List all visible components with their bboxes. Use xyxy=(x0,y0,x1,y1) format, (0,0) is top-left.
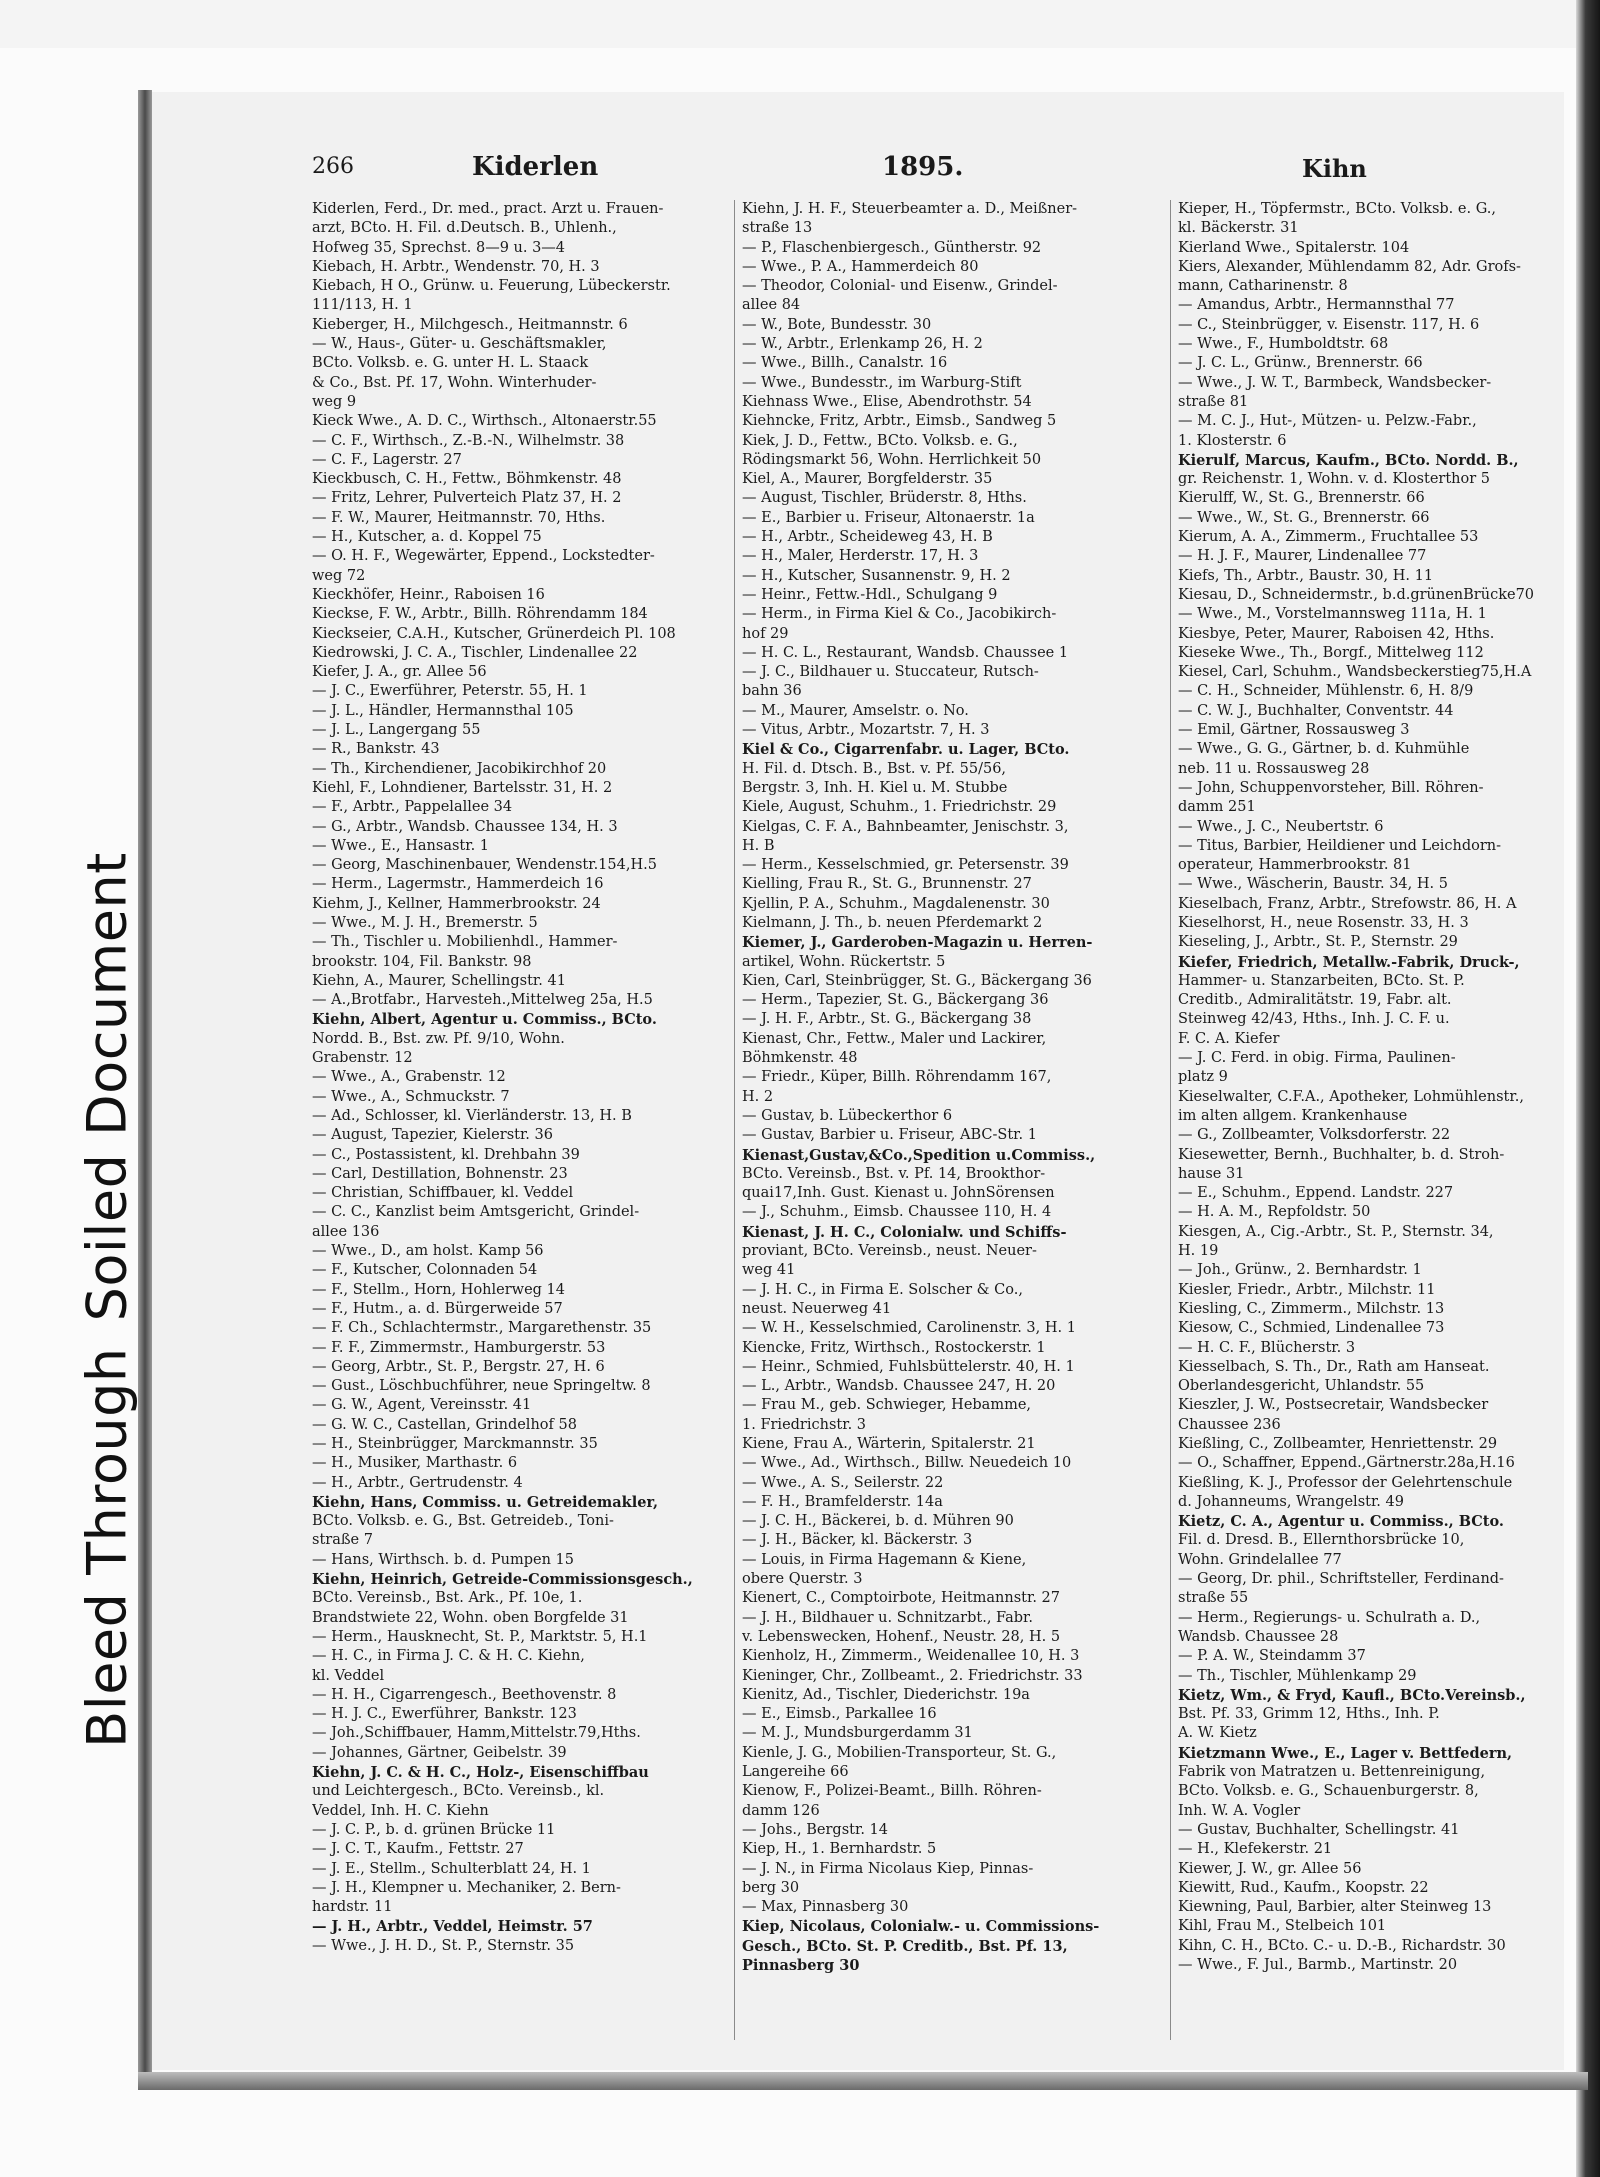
directory-entry: — C. C., Kanzlist beim Amtsgericht, Grindel- xyxy=(312,1204,640,1221)
directory-entry: F. C. A. Kiefer xyxy=(1178,1030,1280,1047)
directory-entry: — G., Zollbeamter, Volksdorferstr. 22 xyxy=(1178,1127,1451,1144)
directory-entry: Kietz, C. A., Agentur u. Commiss., BCto. xyxy=(1178,1513,1504,1531)
directory-entry: Kienle, J. G., Mobilien-Transporteur, St. G., xyxy=(742,1744,1057,1761)
directory-entry: — J. N., in Firma Nicolaus Kiep, Pinnas- xyxy=(742,1860,1034,1877)
directory-entry: Brandstwiete 22, Wohn. oben Borgfelde 31 xyxy=(312,1609,629,1626)
directory-entry: — G. W., Agent, Vereinsstr. 41 xyxy=(312,1397,532,1414)
directory-entry: Kiel, A., Maurer, Borgfelderstr. 35 xyxy=(742,471,993,488)
directory-entry: Inh. W. A. Vogler xyxy=(1178,1802,1301,1819)
directory-entry: im alten allgem. Krankenhause xyxy=(1178,1107,1408,1124)
directory-entry: mann, Catharinenstr. 8 xyxy=(1178,278,1348,295)
directory-entry: allee 136 xyxy=(312,1223,380,1240)
directory-entry: Kiep, Nicolaus, Colonialw.- u. Commissions- xyxy=(742,1918,1100,1936)
directory-entry: — August, Tischler, Brüderstr. 8, Hths. xyxy=(742,490,1027,507)
directory-entry: — W., Bote, Bundesstr. 30 xyxy=(742,316,932,333)
directory-entry: Kierum, A. A., Zimmerm., Fruchtallee 53 xyxy=(1178,529,1479,546)
directory-entry: Steinweg 42/43, Hths., Inh. J. C. F. u. xyxy=(1178,1011,1450,1028)
directory-entry: — Theodor, Colonial- und Eisenw., Grindel- xyxy=(742,278,1058,295)
directory-entry: — L., Arbtr., Wandsb. Chaussee 247, H. 20 xyxy=(742,1378,1056,1395)
directory-entry: Kiencke, Fritz, Wirthsch., Rostockerstr. 1 xyxy=(742,1339,1046,1356)
directory-entry: Kießling, C., Zollbeamter, Henriettenstr. 29 xyxy=(1178,1436,1498,1452)
directory-entry: Pinnasberg 30 xyxy=(742,1957,860,1975)
directory-entry: — M. J., Mundsburgerdamm 31 xyxy=(742,1725,973,1742)
directory-entry: — C. W. J., Buchhalter, Conventstr. 44 xyxy=(1178,702,1454,719)
directory-entry: — M., Maurer, Amselstr. o. No. xyxy=(742,702,969,719)
directory-entry: Kiep, H., 1. Bernhardstr. 5 xyxy=(742,1841,937,1858)
directory-entry: — E., Barbier u. Friseur, Altonaerstr. 1a xyxy=(742,509,1035,526)
directory-entry: Kiesewetter, Bernh., Buchhalter, b. d. Stroh- xyxy=(1178,1146,1505,1163)
directory-entry: gr. Reichenstr. 1, Wohn. v. d. Klosterthor 5 xyxy=(1178,471,1490,488)
directory-entry: — F. Ch., Schlachtermstr., Margarethenstr. 35 xyxy=(312,1320,652,1337)
directory-entry: operateur, Hammerbrookstr. 81 xyxy=(1178,857,1412,874)
directory-entry: Kieseling, J., Arbtr., St. P., Sternstr. 29 xyxy=(1178,934,1458,951)
directory-entry: — Johs., Bergstr. 14 xyxy=(742,1821,888,1838)
directory-entry: — Wwe., W., St. G., Brennerstr. 66 xyxy=(1178,509,1430,526)
directory-entry: Wandsb. Chaussee 28 xyxy=(1178,1628,1339,1645)
directory-entry: — Wwe., M., Vorstelmannsweg 111a, H. 1 xyxy=(1178,606,1487,623)
directory-entry: Kieckseier, C.A.H., Kutscher, Grünerdeich Pl. 108 xyxy=(312,625,676,642)
directory-entry: — E., Schuhm., Eppend. Landstr. 227 xyxy=(1178,1185,1454,1202)
directory-entry: Kieszler, J. W., Postsecretair, Wandsbecker xyxy=(1178,1397,1489,1414)
directory-entry: hause 31 xyxy=(1178,1165,1245,1182)
directory-entry: — Fritz, Lehrer, Pulverteich Platz 37, H. 2 xyxy=(312,490,622,507)
directory-entry: — J. H., Klempner u. Mechaniker, 2. Bern- xyxy=(312,1879,621,1896)
directory-entry: Kiehncke, Fritz, Arbtr., Eimsb., Sandweg 5 xyxy=(742,413,1057,430)
directory-entry: Kienast, J. H. C., Colonialw. und Schiffs- xyxy=(742,1223,1067,1241)
directory-entry: — Georg, Dr. phil., Schriftsteller, Ferdinand- xyxy=(1178,1571,1504,1588)
directory-entry: — Heinr., Fettw.-Hdl., Schulgang 9 xyxy=(742,586,998,603)
stamp-line-2: Soiled Document xyxy=(75,852,139,1322)
directory-entry: Kienholz, H., Zimmerm., Weidenallee 10, H. 3 xyxy=(742,1648,1080,1665)
column-rule xyxy=(734,200,735,2040)
directory-entry: Kiehn, Albert, Agentur u. Commiss., BCto. xyxy=(312,1011,657,1029)
directory-entry: — Johannes, Gärtner, Geibelstr. 39 xyxy=(312,1744,567,1761)
directory-entry: Kiehn, Heinrich, Getreide-Commissionsgesch., xyxy=(312,1571,693,1589)
directory-entry: Kiek, J. D., Fettw., BCto. Volksb. e. G., xyxy=(742,432,1018,449)
directory-entry: — Gustav, Buchhalter, Schellingstr. 41 xyxy=(1178,1821,1460,1838)
directory-entry: — Wwe., Ad., Wirthsch., Billw. Neuedeich 10 xyxy=(742,1455,1072,1472)
directory-entry: Kiewer, J. W., gr. Allee 56 xyxy=(1178,1860,1362,1877)
directory-entry: Kiesbye, Peter, Maurer, Raboisen 42, Hths. xyxy=(1178,625,1495,642)
directory-entry: Kieckbusch, C. H., Fettw., Böhmkenstr. 48 xyxy=(312,471,622,488)
directory-entry: — Frau M., geb. Schwieger, Hebamme, xyxy=(742,1397,1032,1414)
directory-entry: — Louis, in Firma Hagemann & Kiene, xyxy=(742,1551,1027,1568)
directory-entry: Kiers, Alexander, Mühlendamm 82, Adr. Grofs- xyxy=(1178,258,1521,275)
directory-entry: — H. C., in Firma J. C. & H. C. Kiehn, xyxy=(312,1648,585,1665)
directory-entry: — Wwe., M. J. H., Bremerstr. 5 xyxy=(312,914,538,931)
directory-entry: Kielmann, J. Th., b. neuen Pferdemarkt 2 xyxy=(742,914,1043,931)
directory-entry: — Wwe., A. S., Seilerstr. 22 xyxy=(742,1474,944,1491)
directory-entry: BCto. Volksb. e. G., Bst. Getreideb., Toni- xyxy=(312,1513,614,1530)
directory-entry: — H. J. C., Ewerführer, Bankstr. 123 xyxy=(312,1706,577,1723)
directory-entry: — Carl, Destillation, Bohnenstr. 23 xyxy=(312,1165,568,1182)
directory-entry: Kiesau, D., Schneidermstr., b.d.grünenBrücke70 xyxy=(1178,586,1535,603)
directory-entry: — F., Arbtr., Pappelallee 34 xyxy=(312,799,513,816)
directory-entry: — Titus, Barbier, Heildiener und Leichdorn- xyxy=(1178,837,1502,854)
page-header xyxy=(162,150,1558,190)
directory-entry: Kiefs, Th., Arbtr., Baustr. 30, H. 11 xyxy=(1178,567,1434,584)
directory-entry: berg 30 xyxy=(742,1879,800,1896)
directory-entry: Kienitz, Ad., Tischler, Diederichstr. 19a xyxy=(742,1686,1030,1703)
directory-entry: — Ad., Schlosser, kl. Vierländerstr. 13, H. B xyxy=(312,1107,632,1124)
directory-entry: Gesch., BCto. St. P. Creditb., Bst. Pf. 13, xyxy=(742,1937,1068,1955)
directory-entry: — Wwe., P. A., Hammerdeich 80 xyxy=(742,258,979,275)
directory-entry: Kiehl, F., Lohndiener, Bartelsstr. 31, H. 2 xyxy=(312,779,613,796)
directory-entry: straße 7 xyxy=(312,1532,373,1549)
directory-entry: — W., Haus-, Güter- u. Geschäftsmakler, xyxy=(312,336,607,353)
directory-entry: — J. L., Langergang 55 xyxy=(312,722,481,739)
directory-entry: Kieckse, F. W., Arbtr., Billh. Röhrendamm 184 xyxy=(312,606,648,623)
directory-entry: Kiemer, J., Garderoben-Magazin u. Herren- xyxy=(742,934,1093,952)
directory-entry: Kiebach, H. Arbtr., Wendenstr. 70, H. 3 xyxy=(312,258,600,275)
directory-entry: Kieseke Wwe., Th., Borgf., Mittelweg 112 xyxy=(1178,644,1484,661)
directory-entry: H. 19 xyxy=(1178,1243,1219,1260)
directory-entry: Kiehn, A., Maurer, Schellingstr. 41 xyxy=(312,972,566,989)
directory-entry: — Amandus, Arbtr., Hermannsthal 77 xyxy=(1178,297,1455,314)
directory-entry: — Emil, Gärtner, Rossausweg 3 xyxy=(1178,722,1410,739)
directory-entry: — Georg, Maschinenbauer, Wendenstr.154,H.5 xyxy=(312,857,657,874)
column-rule xyxy=(1170,200,1171,2040)
directory-entry: quai17,Inh. Gust. Kienast u. JohnSörensen xyxy=(742,1185,1055,1202)
directory-entry: Fil. d. Dresd. B., Ellernthorsbrücke 10, xyxy=(1178,1532,1465,1549)
directory-entry: und Leichtergesch., BCto. Vereinsb., kl. xyxy=(312,1783,605,1800)
directory-entry: — Wwe., J. W. T., Barmbeck, Wandsbecker- xyxy=(1178,374,1492,391)
directory-entry: — J. H. C., in Firma E. Solscher & Co., xyxy=(742,1281,1023,1298)
directory-entry: Kiefer, J. A., gr. Allee 56 xyxy=(312,664,487,681)
directory-entry: — Max, Pinnasberg 30 xyxy=(742,1899,909,1916)
running-head-left: Kiderlen xyxy=(472,152,599,182)
directory-entry: — John, Schuppenvorsteher, Bill. Röhren- xyxy=(1178,779,1484,796)
directory-entry: — Herm., Hausknecht, St. P., Marktstr. 5, H.1 xyxy=(312,1628,648,1645)
directory-entry: Kien, Carl, Steinbrügger, St. G., Bäckergang 36 xyxy=(742,972,1092,989)
directory-entry: Kierulf, Marcus, Kaufm., BCto. Nordd. B., xyxy=(1178,451,1519,469)
directory-entry: Hammer- u. Stanzarbeiten, BCto. St. P. xyxy=(1178,972,1465,989)
directory-entry: Kiewning, Paul, Barbier, alter Steinweg 13 xyxy=(1178,1899,1492,1916)
directory-entry: Creditb., Admiralitätstr. 19, Fabr. alt. xyxy=(1178,992,1452,1009)
directory-entry: Kiderlen, Ferd., Dr. med., pract. Arzt u. Frauen- xyxy=(312,201,664,217)
directory-entry: Oberlandesgericht, Uhlandstr. 55 xyxy=(1178,1378,1425,1395)
directory-entry: — H., Steinbrügger, Marckmannstr. 35 xyxy=(312,1436,598,1452)
scan-top-margin xyxy=(0,0,1600,48)
directory-entry: — Herm., Lagermstr., Hammerdeich 16 xyxy=(312,876,604,893)
directory-entry: — C. H., Schneider, Mühlenstr. 6, H. 8/9 xyxy=(1178,683,1474,700)
directory-entry: — J. C. T., Kaufm., Fettstr. 27 xyxy=(312,1841,524,1858)
directory-entry: Kieper, H., Töpfermstr., BCto. Volksb. e. G., xyxy=(1178,201,1496,217)
directory-entry: — F., Stellm., Horn, Hohlerweg 14 xyxy=(312,1281,565,1298)
directory-entry: — Herm., Regierungs- u. Schulrath a. D., xyxy=(1178,1609,1481,1626)
page-number: 266 xyxy=(312,154,354,179)
directory-entry: Kieninger, Chr., Zollbeamt., 2. Friedrichstr. 33 xyxy=(742,1667,1083,1684)
directory-entry: kl. Bäckerstr. 31 xyxy=(1178,220,1299,237)
directory-entry: — August, Tapezier, Kielerstr. 36 xyxy=(312,1127,553,1144)
directory-entry: — Herm., in Firma Kiel & Co., Jacobikirch- xyxy=(742,606,1057,623)
directory-entry: neust. Neuerweg 41 xyxy=(742,1300,892,1317)
directory-entry: Kiebach, H O., Grünw. u. Feuerung, Lübeckerstr. xyxy=(312,278,671,295)
directory-entry: — Herm., Kesselschmied, gr. Petersenstr. 39 xyxy=(742,857,1069,874)
directory-entry: — A.,Brotfabr., Harvesteh.,Mittelweg 25a, H.5 xyxy=(312,992,653,1009)
directory-entry: H. B xyxy=(742,837,775,854)
directory-entry: — H., Kutscher, Susannenstr. 9, H. 2 xyxy=(742,567,1011,584)
directory-entry: — Th., Kirchendiener, Jacobikirchhof 20 xyxy=(312,760,607,777)
directory-entry: Kihl, Frau M., Stelbeich 101 xyxy=(1178,1918,1387,1935)
directory-entry: Rödingsmarkt 56, Wohn. Herrlichkeit 50 xyxy=(742,451,1042,468)
directory-entry: Kieck Wwe., A. D. C., Wirthsch., Altonaerstr.55 xyxy=(312,413,657,430)
directory-column-3 xyxy=(1178,200,1583,2040)
directory-column-2 xyxy=(742,200,1147,2040)
directory-entry: Kiehn, J. H. F., Steuerbeamter a. D., Meißner- xyxy=(742,201,1078,217)
directory-entry: — H., Klefekerstr. 21 xyxy=(1178,1841,1333,1858)
directory-entry: proviant, BCto. Vereinsb., neust. Neuer- xyxy=(742,1243,1037,1260)
directory-entry: — O., Schaffner, Eppend.,Gärtnerstr.28a,H.16 xyxy=(1178,1455,1515,1472)
directory-entry: straße 81 xyxy=(1178,393,1249,410)
directory-entry: platz 9 xyxy=(1178,1069,1228,1086)
directory-entry: arzt, BCto. H. Fil. d.Deutsch. B., Uhlenh., xyxy=(312,220,617,237)
directory-entry: straße 13 xyxy=(742,220,813,237)
directory-entry: Kieselbach, Franz, Arbtr., Strefowstr. 86, H. A xyxy=(1178,895,1517,912)
stamp-line-1: Bleed Through xyxy=(75,1347,139,1748)
directory-entry: — E., Eimsb., Parkallee 16 xyxy=(742,1706,937,1723)
directory-entry: — H. J. F., Maurer, Lindenallee 77 xyxy=(1178,548,1427,565)
directory-entry: — P., Flaschenbiergesch., Güntherstr. 92 xyxy=(742,239,1042,256)
directory-entry: straße 55 xyxy=(1178,1590,1249,1607)
directory-entry: — Vitus, Arbtr., Mozartstr. 7, H. 3 xyxy=(742,722,990,739)
directory-entry: Kiefer, Friedrich, Metallw.-Fabrik, Druck-, xyxy=(1178,953,1520,971)
directory-entry: hardstr. 11 xyxy=(312,1899,393,1916)
directory-entry: v. Lebenswecken, Hohenf., Neustr. 28, H. 5 xyxy=(742,1628,1061,1645)
directory-entry: — Herm., Tapezier, St. G., Bäckergang 36 xyxy=(742,992,1049,1009)
directory-entry: — C. F., Lagerstr. 27 xyxy=(312,451,462,468)
directory-entry: — Wwe., J. C., Neubertstr. 6 xyxy=(1178,818,1384,835)
directory-entry: — Wwe., Wäscherin, Baustr. 34, H. 5 xyxy=(1178,876,1448,893)
directory-entry: Bst. Pf. 33, Grimm 12, Hths., Inh. P. xyxy=(1178,1706,1440,1723)
directory-entry: Kielgas, C. F. A., Bahnbeamter, Jenischstr. 3, xyxy=(742,818,1069,835)
directory-entry: — J. H., Arbtr., Veddel, Heimstr. 57 xyxy=(312,1918,593,1936)
directory-entry: Langereihe 66 xyxy=(742,1764,849,1781)
directory-entry: Kiele, August, Schuhm., 1. Friedrichstr. 29 xyxy=(742,799,1057,816)
directory-entry: — Joh., Grünw., 2. Bernhardstr. 1 xyxy=(1178,1262,1422,1279)
directory-entry: — C., Postassistent, kl. Drehbahn 39 xyxy=(312,1146,580,1163)
directory-entry: Kießling, K. J., Professor der Gelehrtenschule xyxy=(1178,1474,1513,1491)
directory-entry: — W. H., Kesselschmied, Carolinenstr. 3, H. 1 xyxy=(742,1320,1076,1337)
directory-entry: — H., Arbtr., Scheideweg 43, H. B xyxy=(742,529,993,546)
directory-entry: Kiesow, C., Schmied, Lindenallee 73 xyxy=(1178,1320,1445,1337)
directory-entry: — H. H., Cigarrengesch., Beethovenstr. 8 xyxy=(312,1686,617,1703)
directory-entry: Kiehn, Hans, Commiss. u. Getreidemakler, xyxy=(312,1493,659,1511)
directory-entry: Kietzmann Wwe., E., Lager v. Bettfedern, xyxy=(1178,1744,1513,1762)
directory-entry: — F., Kutscher, Colonnaden 54 xyxy=(312,1262,538,1279)
directory-entry: — C., Steinbrügger, v. Eisenstr. 117, H. 6 xyxy=(1178,316,1480,333)
directory-entry: Kiedrowski, J. C. A., Tischler, Lindenallee 22 xyxy=(312,644,638,661)
directory-entry: Kierland Wwe., Spitalerstr. 104 xyxy=(1178,239,1410,256)
directory-entry: A. W. Kietz xyxy=(1178,1725,1257,1742)
directory-entry: damm 126 xyxy=(742,1802,820,1819)
directory-entry: Kiesselbach, S. Th., Dr., Rath am Hanseat. xyxy=(1178,1358,1490,1375)
directory-entry: Kieckhöfer, Heinr., Raboisen 16 xyxy=(312,586,545,603)
directory-entry: — Gustav, b. Lübeckerthor 6 xyxy=(742,1107,953,1124)
directory-entry: Bergstr. 3, Inh. H. Kiel u. M. Stubbe xyxy=(742,779,1008,796)
directory-entry: Kiesler, Friedr., Arbtr., Milchstr. 11 xyxy=(1178,1281,1436,1298)
directory-entry: — F. H., Bramfelderstr. 14a xyxy=(742,1493,943,1510)
directory-entry: — Wwe., A., Schmuckstr. 7 xyxy=(312,1088,510,1105)
directory-entry: — Heinr., Schmied, Fuhlsbüttelerstr. 40, H. 1 xyxy=(742,1358,1075,1375)
directory-entry: — Hans, Wirthsch. b. d. Pumpen 15 xyxy=(312,1551,575,1568)
directory-entry: — F., Hutm., a. d. Bürgerweide 57 xyxy=(312,1300,563,1317)
directory-entry: Grabenstr. 12 xyxy=(312,1050,413,1067)
directory-entry: — H. A. M., Repfoldstr. 50 xyxy=(1178,1204,1371,1221)
directory-entry: — M. C. J., Hut-, Mützen- u. Pelzw.-Fabr., xyxy=(1178,413,1477,430)
directory-entry: — J. C. H., Bäckerei, b. d. Mühren 90 xyxy=(742,1513,1014,1530)
directory-entry: — J. C. P., b. d. grünen Brücke 11 xyxy=(312,1821,556,1838)
directory-entry: — Wwe., F., Humboldtstr. 68 xyxy=(1178,336,1389,353)
directory-entry: weg 9 xyxy=(312,393,357,410)
directory-entry: — Wwe., G. G., Gärtner, b. d. Kuhmühle xyxy=(1178,741,1470,758)
directory-entry: weg 72 xyxy=(312,567,366,584)
year-heading: 1895. xyxy=(882,152,964,182)
directory-entry: — O. H. F., Wegewärter, Eppend., Lockstedter- xyxy=(312,548,655,565)
directory-entry: Kietz, Wm., & Fryd, Kaufl., BCto.Vereinsb., xyxy=(1178,1686,1526,1704)
directory-entry: — Wwe., Billh., Canalstr. 16 xyxy=(742,355,948,372)
directory-entry: neb. 11 u. Rossausweg 28 xyxy=(1178,760,1370,777)
directory-entry: — Georg, Arbtr., St. P., Bergstr. 27, H. 6 xyxy=(312,1358,605,1375)
directory-entry: — J. H., Bildhauer u. Schnitzarbt., Fabr. xyxy=(742,1609,1033,1626)
directory-entry: — J. C., Ewerführer, Peterstr. 55, H. 1 xyxy=(312,683,588,700)
directory-entry: — W., Arbtr., Erlenkamp 26, H. 2 xyxy=(742,336,983,353)
directory-entry: Kienow, F., Polizei-Beamt., Billh. Röhren- xyxy=(742,1783,1042,1800)
directory-entry: Kihn, C. H., BCto. C.- u. D.-B., Richardstr. 30 xyxy=(1178,1937,1506,1954)
directory-entry: — J. C. L., Grünw., Brennerstr. 66 xyxy=(1178,355,1423,372)
directory-entry: — J. E., Stellm., Schulterblatt 24, H. 1 xyxy=(312,1860,591,1877)
directory-entry: Kiel & Co., Cigarrenfabr. u. Lager, BCto. xyxy=(742,741,1070,759)
directory-entry: — J. C., Bildhauer u. Stuccateur, Rutsch- xyxy=(742,664,1039,681)
directory-column-1 xyxy=(312,200,717,2040)
directory-entry: Kjellin, P. A., Schuhm., Magdalenenstr. 30 xyxy=(742,895,1050,912)
directory-entry: — Th., Tischler, Mühlenkamp 29 xyxy=(1178,1667,1417,1684)
directory-entry: Kierulff, W., St. G., Brennerstr. 66 xyxy=(1178,490,1425,507)
directory-entry: Kiehnass Wwe., Elise, Abendrothstr. 54 xyxy=(742,393,1032,410)
directory-entry: — H., Musiker, Marthastr. 6 xyxy=(312,1455,518,1472)
directory-entry: Kienast,Gustav,&Co.,Spedition u.Commiss., xyxy=(742,1146,1096,1164)
directory-entry: — Th., Tischler u. Mobilienhdl., Hammer- xyxy=(312,934,618,951)
directory-entry: bahn 36 xyxy=(742,683,802,700)
directory-entry: BCto. Vereinsb., Bst. Ark., Pf. 10e, 1. xyxy=(312,1590,583,1607)
directory-entry: Hofweg 35, Sprechst. 8—9 u. 3—4 xyxy=(312,239,566,256)
directory-entry: brookstr. 104, Fil. Bankstr. 98 xyxy=(312,953,532,970)
directory-entry: — H., Maler, Herderstr. 17, H. 3 xyxy=(742,548,979,565)
directory-entry: Kienert, C., Comptoirbote, Heitmannstr. 27 xyxy=(742,1590,1061,1607)
directory-entry: — F. F., Zimmermstr., Hamburgerstr. 53 xyxy=(312,1339,606,1356)
directory-entry: — Wwe., J. H. D., St. P., Sternstr. 35 xyxy=(312,1937,575,1954)
directory-entry: — Wwe., Bundesstr., im Warburg-Stift xyxy=(742,374,1022,391)
directory-entry: Kiesel, Carl, Schuhm., Wandsbeckerstieg75,H.A xyxy=(1178,664,1532,681)
directory-entry: Fabrik von Matratzen u. Bettenreinigung, xyxy=(1178,1764,1486,1781)
directory-entry: Böhmkenstr. 48 xyxy=(742,1050,858,1067)
running-head-right: Kihn xyxy=(1302,154,1367,183)
directory-entry: BCto. Volksb. e. G., Schauenburgerstr. 8, xyxy=(1178,1783,1479,1800)
directory-entry: BCto. Vereinsb., Bst. v. Pf. 14, Brookthor- xyxy=(742,1165,1046,1182)
directory-entry: — J. C. Ferd. in obig. Firma, Paulinen- xyxy=(1178,1050,1456,1067)
directory-entry: 1. Friedrichstr. 3 xyxy=(742,1416,867,1433)
directory-entry: Kiehm, J., Kellner, Hammerbrookstr. 24 xyxy=(312,895,601,912)
directory-entry: Nordd. B., Bst. zw. Pf. 9/10, Wohn. xyxy=(312,1030,565,1047)
directory-entry: — J. H., Bäcker, kl. Bäckerstr. 3 xyxy=(742,1532,973,1549)
directory-entry: Kiene, Frau A., Wärterin, Spitalerstr. 21 xyxy=(742,1436,1036,1452)
directory-entry: Wohn. Grindelallee 77 xyxy=(1178,1551,1342,1568)
directory-entry: — F. W., Maurer, Heitmannstr. 70, Hths. xyxy=(312,509,606,526)
directory-entry: — J., Schuhm., Eimsb. Chaussee 110, H. 4 xyxy=(742,1204,1052,1221)
directory-entry: 111/113, H. 1 xyxy=(312,297,413,314)
directory-entry: — Friedr., Küper, Billh. Röhrendamm 167, xyxy=(742,1069,1052,1086)
directory-entry: H. 2 xyxy=(742,1088,774,1105)
directory-entry: Kiesling, C., Zimmerm., Milchstr. 13 xyxy=(1178,1300,1445,1317)
directory-entry: damm 251 xyxy=(1178,799,1256,816)
directory-entry: — G. W. C., Castellan, Grindelhof 58 xyxy=(312,1416,577,1433)
directory-entry: — Wwe., E., Hansastr. 1 xyxy=(312,837,490,854)
directory-entry: — H. C. L., Restaurant, Wandsb. Chaussee 1 xyxy=(742,644,1069,661)
directory-entry: Kienast, Chr., Fettw., Maler und Lackirer, xyxy=(742,1030,1047,1047)
directory-entry: allee 84 xyxy=(742,297,801,314)
condition-stamp xyxy=(52,790,162,1810)
directory-entry: 1. Klosterstr. 6 xyxy=(1178,432,1287,449)
directory-entry: — H., Arbtr., Gertrudenstr. 4 xyxy=(312,1474,523,1491)
directory-entry: Chaussee 236 xyxy=(1178,1416,1281,1433)
directory-entry: Kiehn, J. C. & H. C., Holz-, Eisenschiffbau xyxy=(312,1764,649,1782)
directory-entry: & Co., Bst. Pf. 17, Wohn. Winterhuder- xyxy=(312,374,597,391)
directory-entry: H. Fil. d. Dtsch. B., Bst. v. Pf. 55/56, xyxy=(742,760,1007,777)
directory-entry: BCto. Volksb. e. G. unter H. L. Staack xyxy=(312,355,589,372)
directory-entry: — H. C. F., Blücherstr. 3 xyxy=(1178,1339,1356,1356)
directory-entry: — Wwe., F. Jul., Barmb., Martinstr. 20 xyxy=(1178,1957,1458,1974)
directory-entry: Kieselwalter, C.F.A., Apotheker, Lohmühlenstr., xyxy=(1178,1088,1524,1105)
directory-entry: artikel, Wohn. Rückertstr. 5 xyxy=(742,953,946,970)
directory-entry: — J. L., Händler, Hermannsthal 105 xyxy=(312,702,574,719)
directory-entry: weg 41 xyxy=(742,1262,796,1279)
directory-entry: kl. Veddel xyxy=(312,1667,385,1684)
directory-entry: — Wwe., D., am holst. Kamp 56 xyxy=(312,1243,544,1260)
directory-entry: Kieselhorst, H., neue Rosenstr. 33, H. 3 xyxy=(1178,914,1469,931)
page-bottom-edge xyxy=(138,2072,1588,2090)
directory-entry: — H., Kutscher, a. d. Koppel 75 xyxy=(312,529,542,546)
directory-entry: obere Querstr. 3 xyxy=(742,1571,863,1588)
directory-entry: — J. H. F., Arbtr., St. G., Bäckergang 38 xyxy=(742,1011,1032,1028)
directory-entry: Veddel, Inh. H. C. Kiehn xyxy=(312,1802,489,1819)
directory-entry: — P. A. W., Steindamm 37 xyxy=(1178,1648,1366,1665)
directory-entry: — C. F., Wirthsch., Z.-B.-N., Wilhelmstr. 38 xyxy=(312,432,625,449)
directory-entry: — G., Arbtr., Wandsb. Chaussee 134, H. 3 xyxy=(312,818,618,835)
directory-entry: Kieberger, H., Milchgesch., Heitmannstr. 6 xyxy=(312,316,628,333)
directory-entry: — R., Bankstr. 43 xyxy=(312,741,440,758)
directory-entry: Kiewitt, Rud., Kaufm., Koopstr. 22 xyxy=(1178,1879,1429,1896)
directory-entry: d. Johanneums, Wrangelstr. 49 xyxy=(1178,1493,1404,1510)
directory-entry: Kiesgen, A., Cig.-Arbtr., St. P., Sternstr. 34, xyxy=(1178,1223,1494,1240)
directory-entry: — Gustav, Barbier u. Friseur, ABC-Str. 1 xyxy=(742,1127,1037,1144)
directory-entry: — Gust., Löschbuchführer, neue Springeltw. 8 xyxy=(312,1378,651,1395)
directory-entry: — Christian, Schiffbauer, kl. Veddel xyxy=(312,1185,574,1202)
directory-entry: — Wwe., A., Grabenstr. 12 xyxy=(312,1069,506,1086)
directory-entry: Kielling, Frau R., St. G., Brunnenstr. 27 xyxy=(742,876,1032,893)
directory-entry: — Joh.,Schiffbauer, Hamm,Mittelstr.79,Hths. xyxy=(312,1725,641,1742)
directory-entry: hof 29 xyxy=(742,625,789,642)
